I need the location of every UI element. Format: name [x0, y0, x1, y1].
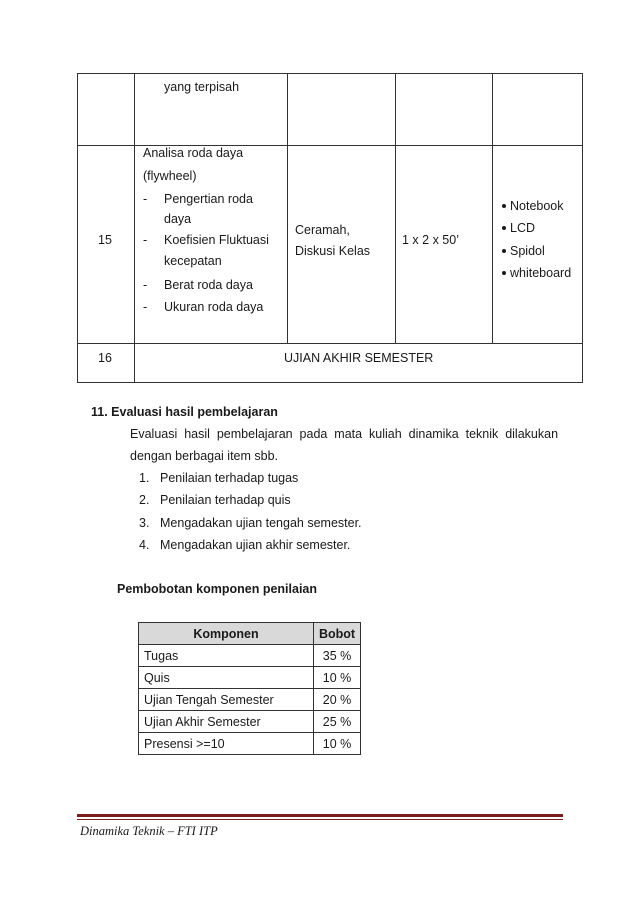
material-item: Notebook — [502, 199, 564, 213]
table-border-top — [77, 73, 583, 74]
table-row — [139, 733, 361, 755]
bullet-icon — [502, 226, 506, 230]
topic-item-cont: kecepatan — [164, 254, 222, 268]
topic-subtitle: (flywheel) — [143, 169, 197, 183]
list-item: Mengadakan ujian tengah semester. — [160, 516, 362, 530]
weight-cell: 10 % — [314, 667, 361, 689]
weight-cell: 25 % — [314, 711, 361, 733]
topic-dash: - — [143, 192, 148, 206]
table-header-row — [139, 623, 361, 645]
row-number: 16 — [98, 351, 112, 365]
footer-text: Dinamika Teknik – FTI ITP — [80, 824, 218, 838]
weight-cell: 20 % — [314, 689, 361, 711]
section-paragraph: Evaluasi hasil pembelajaran pada mata kuliah dinamika teknik dilakukan — [130, 427, 559, 441]
weight-cell: 35 % — [314, 645, 361, 667]
component-cell: Ujian Akhir Semester — [139, 711, 314, 733]
topic-dash: - — [143, 233, 148, 247]
material-item: Spidol — [502, 244, 545, 258]
table-row — [139, 689, 361, 711]
table-row — [139, 667, 361, 689]
topic-item: Ukuran roda daya — [164, 300, 264, 314]
weighting-heading: Pembobotan komponen penilaian — [117, 582, 318, 596]
list-number: 3. — [139, 516, 150, 530]
topic-item: Berat roda daya — [164, 278, 253, 292]
weight-cell: 10 % — [314, 733, 361, 755]
component-cell: Tugas — [139, 645, 314, 667]
table-col-divider — [395, 73, 396, 344]
topic-item: Koefisien Fluktuasi — [164, 233, 269, 247]
material-item: LCD — [502, 221, 535, 235]
topic-dash: - — [143, 300, 148, 314]
time-allocation: 1 x 2 x 50’ — [402, 233, 459, 247]
weighting-table — [138, 622, 361, 755]
table-border-left — [77, 73, 78, 383]
table-col-divider — [492, 73, 493, 344]
column-header-weight: Bobot — [314, 623, 361, 645]
exam-label: UJIAN AKHIR SEMESTER — [284, 351, 434, 365]
component-cell: Ujian Tengah Semester — [139, 689, 314, 711]
component-cell: Quis — [139, 667, 314, 689]
bullet-icon — [502, 249, 506, 253]
method-line: Ceramah, — [295, 223, 350, 237]
list-number: 2. — [139, 493, 150, 507]
bullet-icon — [502, 271, 506, 275]
topic-item: Pengertian roda — [164, 192, 253, 206]
topic-title: Analisa roda daya — [143, 146, 244, 160]
section-heading: 11. Evaluasi hasil pembelajaran — [91, 405, 278, 419]
topic-continuation: yang terpisah — [164, 80, 240, 94]
list-item: Penilaian terhadap tugas — [160, 471, 299, 485]
column-header-component: Komponen — [139, 623, 314, 645]
table-col-divider — [134, 73, 135, 383]
list-number: 4. — [139, 538, 150, 552]
method-line: Diskusi Kelas — [295, 244, 371, 258]
row-number: 15 — [98, 233, 112, 247]
footer-rule — [77, 814, 563, 817]
list-item: Penilaian terhadap quis — [160, 493, 291, 507]
table-row — [139, 645, 361, 667]
footer-rule-thin — [77, 819, 563, 820]
table-row — [139, 711, 361, 733]
table-col-divider — [287, 73, 288, 344]
bullet-icon — [502, 204, 506, 208]
list-number: 1. — [139, 471, 150, 485]
topic-dash: - — [143, 278, 148, 292]
table-border-bottom — [77, 382, 583, 383]
table-border-right — [582, 73, 583, 383]
topic-item-cont: daya — [164, 212, 192, 226]
material-item: whiteboard — [502, 266, 571, 280]
section-paragraph-cont: dengan berbagai item sbb. — [130, 449, 279, 463]
list-item: Mengadakan ujian akhir semester. — [160, 538, 351, 552]
component-cell: Presensi >=10 — [139, 733, 314, 755]
table-row-divider — [77, 343, 583, 344]
